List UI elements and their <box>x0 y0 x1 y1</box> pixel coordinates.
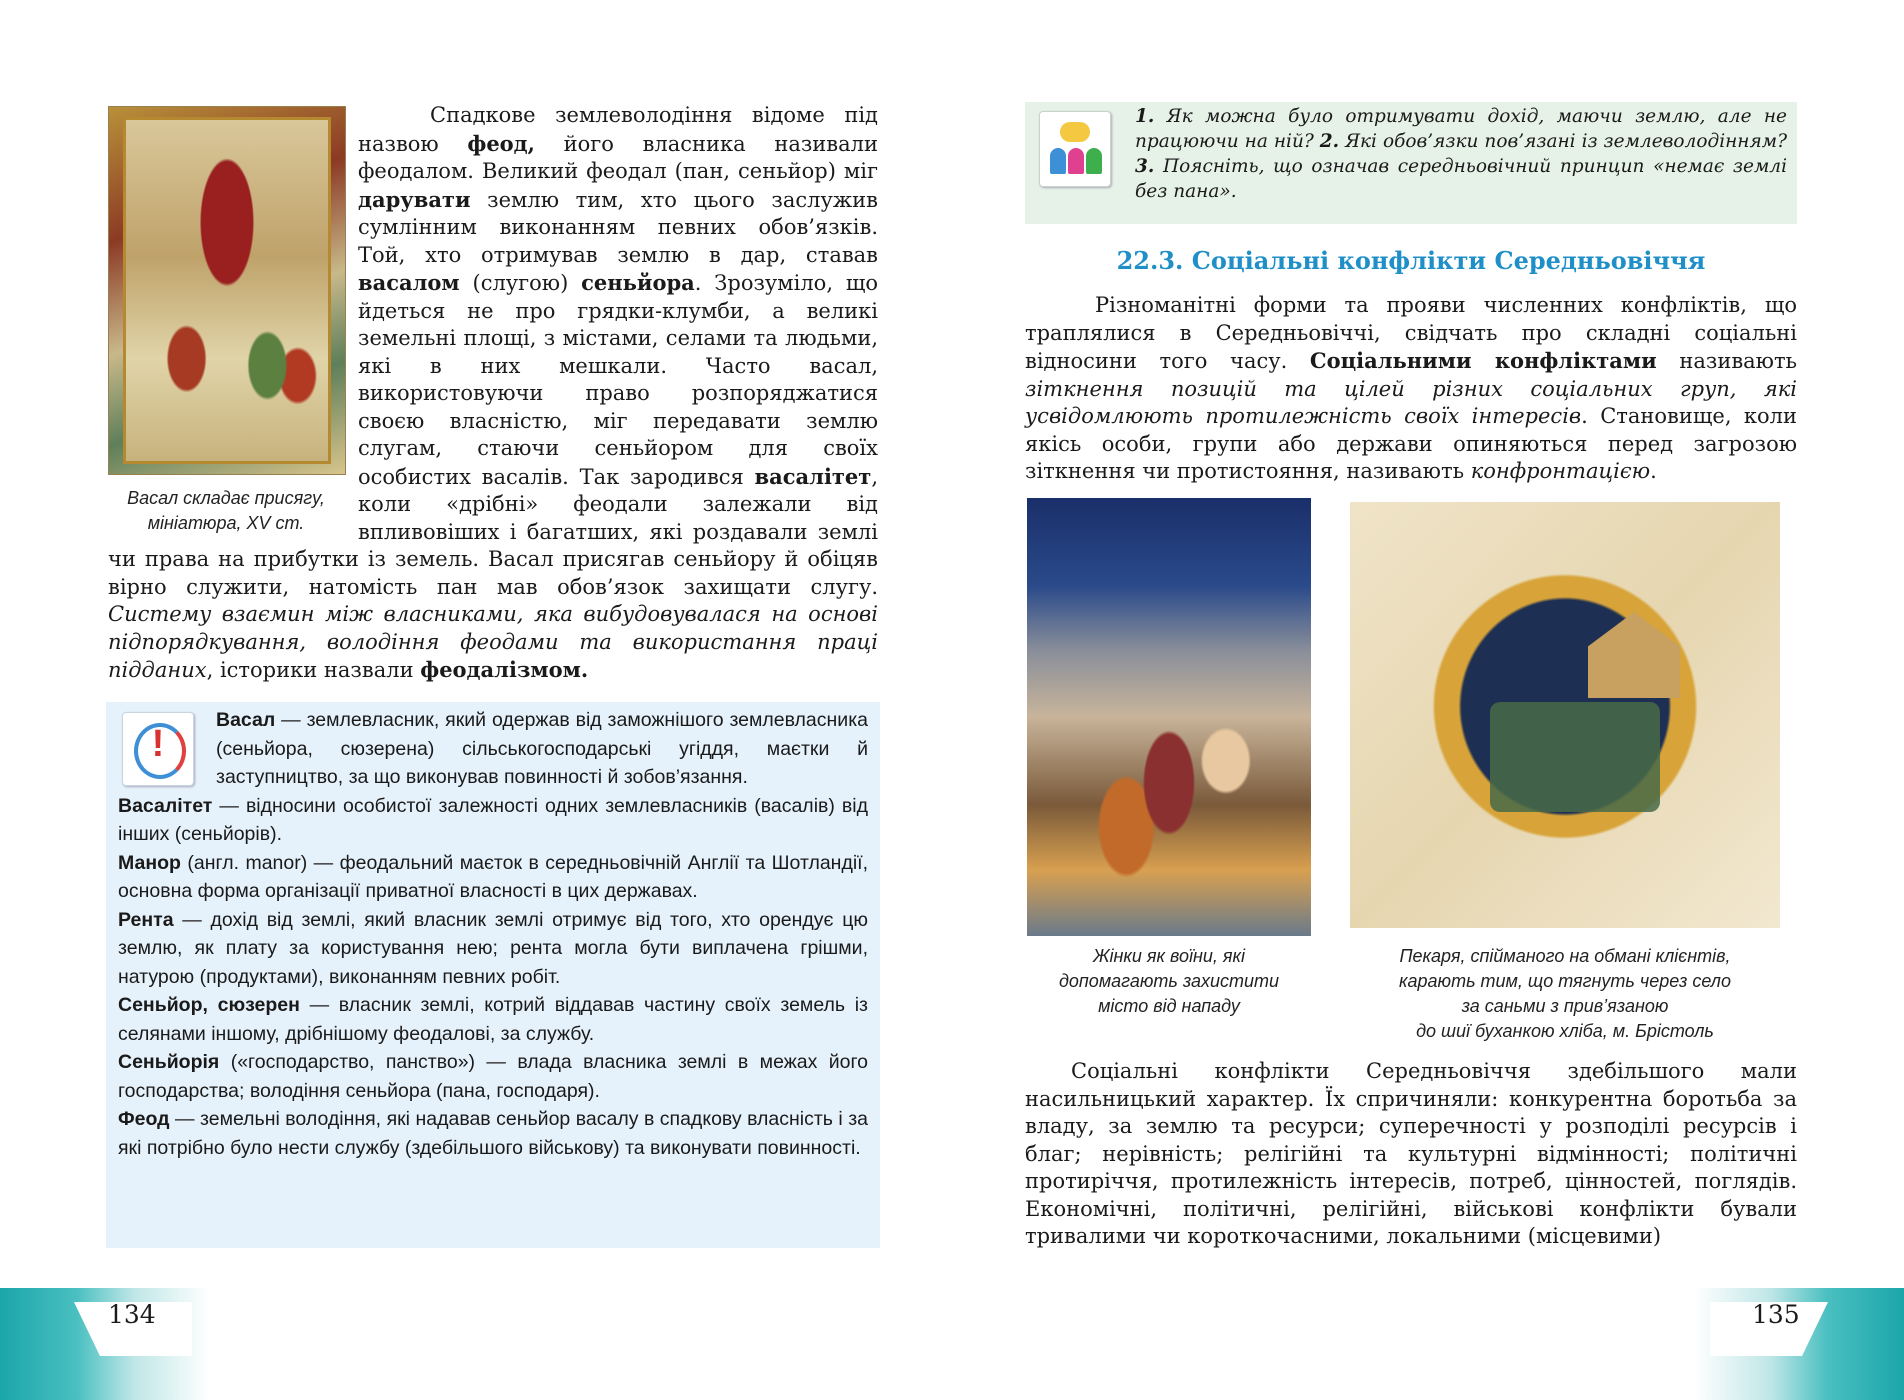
glossary-entry <box>118 1048 868 1105</box>
caption-line: до шиї буханкою хліба, м. Брістоль <box>1416 1021 1714 1041</box>
glossary-definition: — земельні володіння, які надавав сеньйор васалу в спадкову власність і за які потрібно було нести службу (здебільшого військову) та виконувати повинності. <box>118 1108 868 1159</box>
women-warriors-miniature-image <box>1027 498 1311 936</box>
text-run: називають <box>1656 349 1797 373</box>
term-italic: конфронтацією <box>1470 459 1651 483</box>
caption-line: мініатюра, XV ст. <box>147 513 305 533</box>
text-run: (слугою) <box>459 271 582 295</box>
group-discussion-icon <box>1039 111 1111 187</box>
question-number: 3. <box>1135 156 1155 177</box>
term-bold: феодалізмом. <box>420 657 589 682</box>
baker-punishment-manuscript-image <box>1350 502 1780 928</box>
figure-caption-women <box>1022 944 1316 1019</box>
glossary-definition: («господарство, панство») — влада власника землі в межах його господарства; володіння сеньйора (пана, господаря). <box>118 1051 868 1102</box>
term-bold: васалітет <box>754 463 872 489</box>
term-bold: Соціальними конфліктами <box>1309 348 1657 373</box>
questions-box <box>1025 102 1797 224</box>
caption-line: карають тим, що тягнуть через село <box>1399 971 1731 991</box>
attention-icon: ! <box>122 712 194 786</box>
questions-text <box>1135 104 1787 204</box>
page-number-left: 134 <box>108 1300 156 1329</box>
text-run: землю тим, хто цього заслужив сумлінним виконанням певних обов’язків. Той, хто отримував землю в дар, ставав <box>358 187 878 267</box>
caption-line: Васал складає присягу, <box>127 488 325 508</box>
question: Поясніть, що означав середньовічний принцип «немає землі без пана». <box>1135 156 1787 202</box>
question-number: 1. <box>1135 106 1155 127</box>
paragraph <box>1025 292 1797 486</box>
glossary-definition: — землевласник, який одержав від заможнішого землевласника (сеньйора, сюзерена) сільськогосподарські угіддя, маєтки й заступництво, за що виконував повинності й зобов’язання. <box>216 709 868 788</box>
main-text-left <box>108 102 878 685</box>
glossary-entry <box>118 1105 868 1162</box>
caption-line: Пекаря, спійманого на обмані клієнтів, <box>1399 946 1731 966</box>
text-run: , коли «дрібні» феодали залежали від впливовіших і багатших, які роздавали землі чи права на прибутки із земель. Васал присягав сеньйору й обіцяв вірно служити, натомість пан мав обов’язок захищати слугу. <box>108 464 878 599</box>
caption-line: Жінки як воїни, які <box>1092 946 1246 966</box>
figure-caption-baker <box>1340 944 1790 1044</box>
caption-line: місто від нападу <box>1098 996 1240 1016</box>
glossary-entry <box>118 792 868 849</box>
glossary-list <box>118 706 868 1162</box>
page-number-right: 135 <box>1752 1300 1800 1329</box>
term-bold: васалом <box>358 270 460 295</box>
term-bold: феод, <box>467 130 535 156</box>
text-run: . Зрозуміло, що йдеться не про грядки-клумби, а великі земельні площі, з містами, селами та людьми, які в них мешкали. Часто васал, використовуючи право розпоряджатися своєю власністю, міг передавати землю слугам, стаючи сеньйором для своїх особистих васалів. Так зародився <box>358 271 878 489</box>
question: Як можна було отримувати дохід, маючи землю, але не працюючи на ній? <box>1135 106 1787 152</box>
glossary-definition: — власник землі, котрий віддавав частину своїх земель із селянами іншому, дрібнішому феодалові, за службу. <box>118 994 868 1045</box>
paragraph-conflict-causes <box>1025 1058 1797 1251</box>
text-run: Спадкове землеволодіння відоме під назвою <box>358 103 878 156</box>
glossary-term: Васалітет <box>118 794 213 817</box>
definition-italic: Систему взаємин між власниками, яка вибудовувалася на основі підпорядкування, володіння феодами та використання праці підданих <box>108 602 878 682</box>
glossary-term: Сеньйорія <box>118 1051 220 1073</box>
glossary-definition: — відносини особистої залежності одних землевласників (васалів) від інших (сеньйорів). <box>118 794 868 845</box>
question: Які обов’язки пов’язані із землеволодінням? <box>1339 131 1787 152</box>
glossary-definition: — дохід від землі, який власник землі отримує від того, хто орендує цю землю, як плату за користування нею; рента могла бути виплачена грішми, натурою (продуктами), виконанням певних робіт. <box>118 908 868 988</box>
glossary-term: Васал <box>216 709 276 731</box>
paragraph: Соціальні конфлікти Середньовіччя здебільшого мали насильницький характер. Їх спричиняли: конкурентна боротьба за владу, за землю та ресурси; суперечності у розподілі ресурсів і благ; нерівність; релігійні та культурні відмінності; політичні протиріччя, протилежність інтересів, потреб, цінностей, поглядів. Економічні, політичні, релігійні, військові конфлікти бували тривалими чи короткочасними, локальними (місцевими) <box>1025 1059 1797 1248</box>
glossary-term: Рента <box>118 908 174 931</box>
glossary-term: Манор <box>118 851 181 874</box>
glossary-term: Феод <box>118 1108 170 1130</box>
text-run: , історики назвали <box>206 658 421 682</box>
text-run: . <box>1650 459 1657 483</box>
glossary-box <box>106 702 880 1248</box>
text-run: його власника називали феодалом. Великий феодал (пан, сеньйор) міг <box>358 131 878 183</box>
glossary-entry <box>118 991 868 1048</box>
definition-italic: зіткнення позицій та цілей різних соціальних груп, які усвідомлюють протилежність своїх інтересів <box>1025 376 1797 428</box>
glossary-entry <box>118 906 868 992</box>
paragraph-social-conflicts <box>1025 292 1797 486</box>
text-run: . Становище, коли якісь особи, групи або держави опиняються перед загрозою зіткнення чи протистояння, називають <box>1025 404 1797 483</box>
glossary-definition: (англ. manor) — феодальний маєток в середньовічній Англії та Шотландії, основна форма організації приватної власності в цих державах. <box>118 851 868 902</box>
caption-line: за саньми з прив’язаною <box>1461 996 1669 1016</box>
section-heading: 22.3. Соціальні конфлікти Середньовіччя <box>1116 246 1706 275</box>
glossary-entry <box>118 849 868 906</box>
text-run: Різноманітні форми та прояви численних конфліктів, що траплялися в Середньовіччі, свідчать про складні соціальні відносини того часу. <box>1025 293 1797 373</box>
glossary-term: Сеньйор, сюзерен <box>118 994 300 1016</box>
question-number: 2. <box>1319 131 1340 152</box>
term-bold: дарувати <box>358 186 471 212</box>
glossary-entry <box>118 706 868 792</box>
caption-line: допомагають захистити <box>1058 971 1280 991</box>
term-bold: сеньйора <box>581 270 695 295</box>
